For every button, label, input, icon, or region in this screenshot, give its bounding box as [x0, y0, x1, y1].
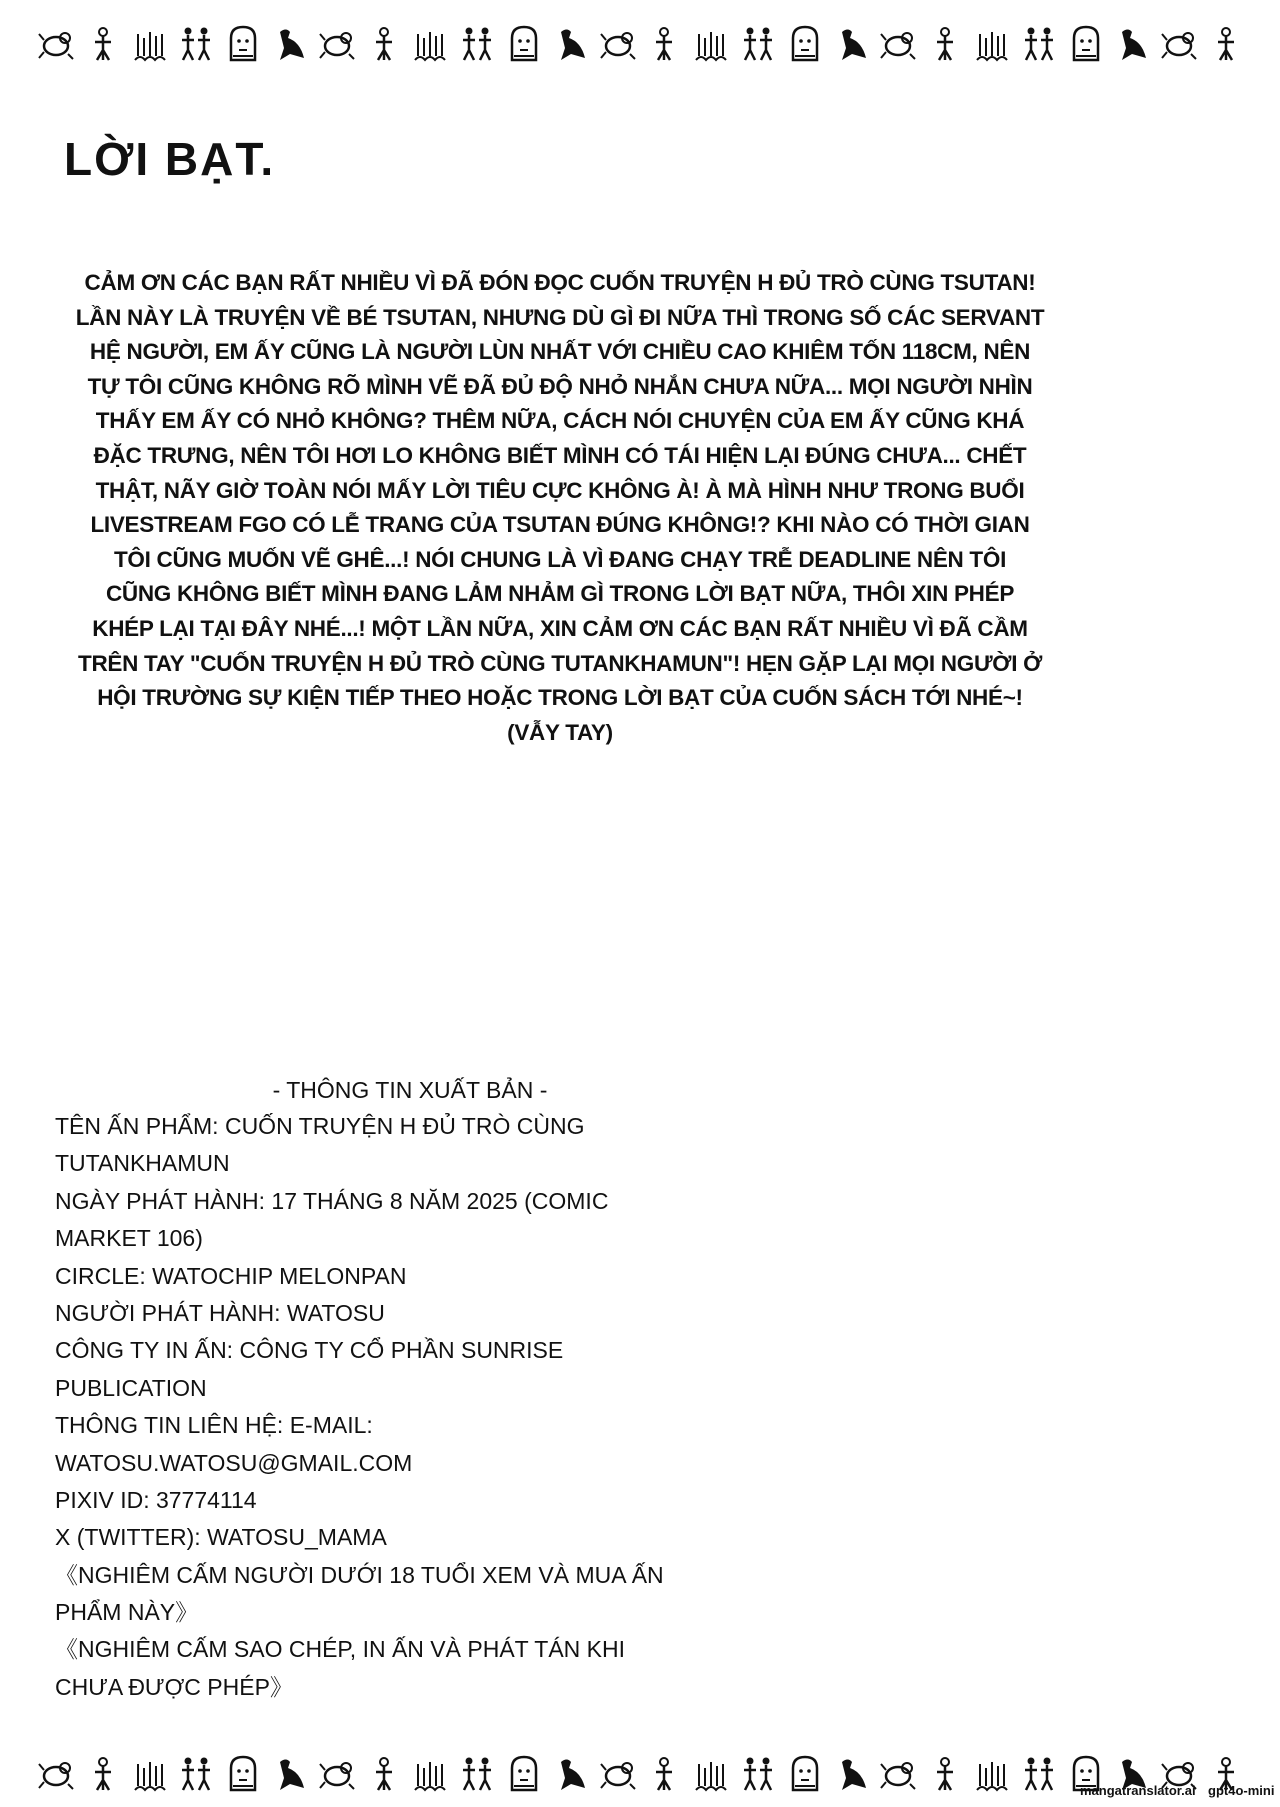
- afterword-line: THẤY EM ẤY CÓ NHỎ KHÔNG? THÊM NỮA, CÁCH NÓI CHUYỆN CỦA EM ẤY CŨNG KHÁ: [95, 408, 1025, 434]
- publication-line: 《NGHIÊM CẤM NGƯỜI DƯỚI 18 TUỔI XEM VÀ MUA ẤN: [55, 1561, 664, 1588]
- scarab-icon: [36, 1754, 76, 1794]
- publication-line: TÊN ẤN PHẨM: CUỐN TRUYỆN H ĐỦ TRÒ CÙNG: [55, 1113, 585, 1139]
- afterword-line: CẢM ƠN CÁC BẠN RẤT NHIỀU VÌ ĐÃ ĐÓN ĐỌC CUỐN TRUYỆN H ĐỦ TRÒ CÙNG TSUTAN!: [84, 270, 1036, 295]
- figure-pair-icon: [1019, 24, 1059, 64]
- publication-line: PHẨM NÀY》: [55, 1599, 199, 1626]
- publication-header: - THÔNG TIN XUẤT BẢN -: [272, 1077, 548, 1103]
- pharaoh-head-icon: [785, 24, 825, 64]
- reed-icon: [410, 24, 450, 64]
- publication-line: NGƯỜI PHÁT HÀNH: WATOSU: [55, 1299, 385, 1326]
- figure-pair-icon: [738, 1754, 778, 1794]
- reed-icon: [972, 24, 1012, 64]
- publication-line: 《NGHIÊM CẤM SAO CHÉP, IN ẤN VÀ PHÁT TÁN KHI: [55, 1636, 626, 1663]
- reed-icon: [130, 1754, 170, 1794]
- afterword-line: TÔI CŨNG MUỐN VẼ GHÊ...! NÓI CHUNG LÀ VÌ ĐANG CHẠY TRỄ DEADLINE NÊN TÔI: [113, 546, 1007, 572]
- pharaoh-head-icon: [504, 1754, 544, 1794]
- scarab-icon: [1159, 24, 1199, 64]
- ankh-figure-icon: [364, 1754, 404, 1794]
- publication-line: X (TWITTER): WATOSU_MAMA: [55, 1524, 387, 1551]
- figure-pair-icon: [738, 24, 778, 64]
- page-title: LỜI BẠT.: [64, 133, 276, 185]
- afterword-line: HỘI TRƯỜNG SỰ KIỆN TIẾP THEO HOẶC TRONG LỜI BẠT CỦA CUỐN SÁCH TỚI NHÉ~!: [97, 685, 1023, 711]
- scarab-icon: [878, 24, 918, 64]
- publication-info: [55, 1108, 664, 1706]
- scarab-icon: [598, 24, 638, 64]
- reed-icon: [972, 1754, 1012, 1794]
- pharaoh-head-icon: [223, 24, 263, 64]
- publication-line: NGÀY PHÁT HÀNH: 17 THÁNG 8 NĂM 2025 (COMIC: [55, 1187, 609, 1214]
- figure-pair-icon: [457, 1754, 497, 1794]
- bird-icon: [270, 24, 310, 64]
- publication-line: CÔNG TY IN ẤN: CÔNG TY CỔ PHẦN SUNRISE: [55, 1337, 564, 1364]
- afterword-line: LIVESTREAM FGO CÓ LỄ TRANG CỦA TSUTAN ĐÚNG KHÔNG!? KHI NÀO CÓ THỜI GIAN: [90, 512, 1030, 538]
- publication-line: CHƯA ĐƯỢC PHÉP》: [55, 1673, 293, 1700]
- bird-icon: [1112, 24, 1152, 64]
- pharaoh-head-icon: [504, 24, 544, 64]
- bird-icon: [832, 24, 872, 64]
- afterword-line: THẬT, NÃY GIỜ TOÀN NÓI MẤY LỜI TIÊU CỰC KHÔNG À! À MÀ HÌNH NHƯ TRONG BUỔI: [95, 477, 1025, 503]
- ankh-figure-icon: [925, 24, 965, 64]
- scarab-icon: [598, 1754, 638, 1794]
- ankh-figure-icon: [83, 24, 123, 64]
- afterword-line: ĐẶC TRƯNG, NÊN TÔI HƠI LO KHÔNG BIẾT MÌNH CÓ TÁI HIỆN LẠI ĐÚNG CHƯA... CHẾT: [93, 442, 1027, 468]
- afterword-line: TRÊN TAY "CUỐN TRUYỆN H ĐỦ TRÒ CÙNG TUTANKHAMUN"! HẸN GẶP LẠI MỌI NGƯỜI Ở: [78, 650, 1042, 676]
- bird-icon: [551, 1754, 591, 1794]
- reed-icon: [691, 1754, 731, 1794]
- ankh-figure-icon: [644, 24, 684, 64]
- bird-icon: [270, 1754, 310, 1794]
- publication-line: CIRCLE: WATOCHIP MELONPAN: [55, 1262, 407, 1289]
- figure-pair-icon: [176, 24, 216, 64]
- afterword-line: HỆ NGƯỜI, EM ẤY CŨNG LÀ NGƯỜI LÙN NHẤT VỚI CHIỀU CAO KHIÊM TỐN 118CM, NÊN: [89, 339, 1031, 365]
- ankh-figure-icon: [1206, 24, 1246, 64]
- afterword-line: CŨNG KHÔNG BIẾT MÌNH ĐANG LẢM NHẢM GÌ TRONG LỜI BẠT NỮA, THÔI XIN PHÉP: [105, 581, 1015, 607]
- pharaoh-head-icon: [1066, 24, 1106, 64]
- publication-line: THÔNG TIN LIÊN HỆ: E-MAIL:: [55, 1412, 373, 1439]
- hieroglyph-border-bottom: [36, 1752, 1246, 1796]
- hieroglyph-border-top: [36, 22, 1246, 66]
- figure-pair-icon: [176, 1754, 216, 1794]
- afterword-text: [40, 266, 1080, 750]
- scarab-icon: [317, 24, 357, 64]
- publication-line: TUTANKHAMUN: [55, 1150, 230, 1177]
- publication-line: PUBLICATION: [55, 1374, 207, 1401]
- pharaoh-head-icon: [785, 1754, 825, 1794]
- ankh-figure-icon: [364, 24, 404, 64]
- afterword-line: LẦN NÀY LÀ TRUYỆN VỀ BÉ TSUTAN, NHƯNG DÙ GÌ ĐI NỮA THÌ TRONG SỐ CÁC SERVANT: [75, 304, 1045, 330]
- reed-icon: [130, 24, 170, 64]
- publication-line: WATOSU.WATOSU@GMAIL.COM: [55, 1449, 413, 1476]
- scarab-icon: [36, 24, 76, 64]
- ankh-figure-icon: [925, 1754, 965, 1794]
- watermark-model: gpt4o-mini: [1208, 1783, 1275, 1798]
- bird-icon: [551, 24, 591, 64]
- ankh-figure-icon: [644, 1754, 684, 1794]
- afterword-line: TỰ TÔI CŨNG KHÔNG RÕ MÌNH VẼ ĐÃ ĐỦ ĐỘ NHỎ NHẮN CHƯA NỮA... MỌI NGƯỜI NHÌN: [87, 373, 1033, 399]
- reed-icon: [410, 1754, 450, 1794]
- scarab-icon: [878, 1754, 918, 1794]
- watermark-site: mangatranslator.ai: [1080, 1783, 1196, 1798]
- bird-icon: [832, 1754, 872, 1794]
- ankh-figure-icon: [83, 1754, 123, 1794]
- reed-icon: [691, 24, 731, 64]
- afterword-line: KHÉP LẠI TẠI ĐÂY NHÉ...! MỘT LẦN NỮA, XIN CẢM ƠN CÁC BẠN RẤT NHIỀU VÌ ĐÃ CẦM: [92, 615, 1028, 641]
- figure-pair-icon: [457, 24, 497, 64]
- figure-pair-icon: [1019, 1754, 1059, 1794]
- pharaoh-head-icon: [223, 1754, 263, 1794]
- afterword-line: (VẪY TAY): [507, 719, 613, 745]
- publication-line: PIXIV ID: 37774114: [55, 1486, 257, 1513]
- scarab-icon: [317, 1754, 357, 1794]
- publication-line: MARKET 106): [55, 1225, 203, 1252]
